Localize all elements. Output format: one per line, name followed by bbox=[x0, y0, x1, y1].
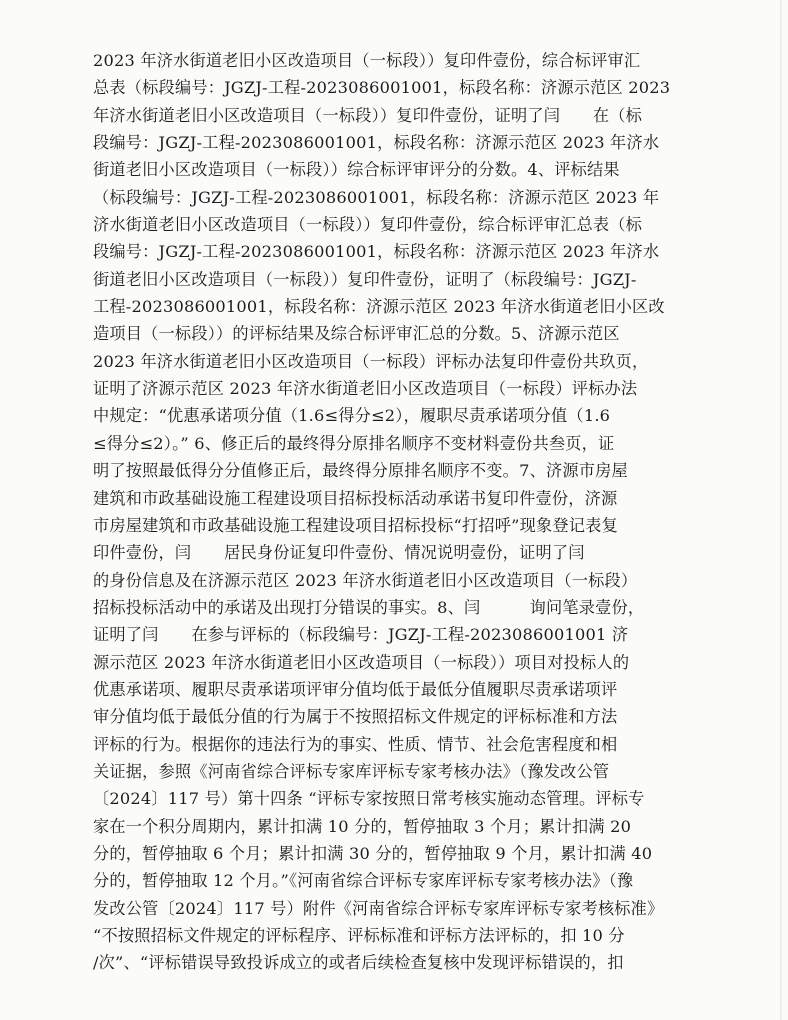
text-line: 总表（标段编号：JGZJ-工程-2023086001001，标段名称：济源示范区 2023 bbox=[93, 78, 671, 98]
text-line: 街道老旧小区改造项目（一标段））综合标评审评分的分数。4、评标结果 bbox=[93, 160, 620, 180]
text-line: 优惠承诺项、履职尽责承诺项评审分值均低于最低分值履职尽责承诺项评 bbox=[93, 679, 618, 699]
text-line: 2023 年济水街道老旧小区改造项目（一标段））复印件壹份，综合标评审汇 bbox=[93, 51, 641, 70]
text-line: 审分值均低于最低分值的行为属于不按照招标文件规定的评标标准和方法 bbox=[93, 707, 618, 727]
text-line: 市房屋建筑和市政基础设施工程建设项目招标投标“打招呼”现象登记表复 bbox=[93, 515, 618, 535]
text-line: 2023 年济水街道老旧小区改造项目（一标段）评标办法复印件壹份共玖页， bbox=[93, 351, 649, 371]
text-line: 年济水街道老旧小区改造项目（一标段））复印件壹份，证明了闫 在（标 bbox=[93, 105, 643, 125]
text-line: 〔2024〕117 号）第十四条 “评标专家按照日常考核实施动态管理。评标专 bbox=[93, 789, 645, 809]
text-line: 的身份信息及在济源示范区 2023 年济水街道老旧小区改造项目（一标段） bbox=[93, 570, 638, 590]
text-line: 招标投标活动中的承诺及出现打分错误的事实。8、闫 询问笔录壹份， bbox=[93, 597, 645, 617]
text-line: /次”、“评标错误导致投诉成立的或者后续检查复核中发现评标错误的，扣 bbox=[93, 953, 624, 973]
text-line: 段编号：JGZJ-工程-2023086001001，标段名称：济源示范区 2023 年济水 bbox=[93, 242, 660, 262]
text-line: 段编号：JGZJ-工程-2023086001001，标段名称：济源示范区 2023 年济水 bbox=[93, 133, 660, 153]
text-line: 评标的行为。根据你的违法行为的事实、性质、情节、社会危害程度和相 bbox=[93, 734, 618, 754]
scan-edge bbox=[780, 0, 782, 1020]
text-line: 证明了济源示范区 2023 年济水街道老旧小区改造项目（一标段）评标办法 bbox=[93, 379, 638, 399]
text-line: 家在一个积分周期内，累计扣满 10 分的，暂停抽取 3 个月；累计扣满 20 bbox=[93, 816, 632, 836]
text-line: 济水街道老旧小区改造项目（一标段））复印件壹份，综合标评审汇总表（标 bbox=[93, 215, 643, 235]
text-line: 建筑和市政基础设施工程建设项目招标投标活动承诺书复印件壹份，济源 bbox=[93, 488, 618, 508]
text-line: 工程-2023086001001，标段名称：济源示范区 2023 年济水街道老旧小区改 bbox=[93, 297, 665, 317]
text-line: 印件壹份，闫 居民身份证复印件壹份、情况说明壹份，证明了闫 bbox=[93, 543, 585, 563]
text-line: 明了按照最低得分分值修正后，最终得分原排名顺序不变。7、济源市房屋 bbox=[93, 461, 628, 481]
document-body bbox=[93, 47, 699, 977]
text-line: 造项目（一标段））的评标结果及综合标评审汇总的分数。5、济源示范区 bbox=[93, 324, 620, 344]
text-line: ≤得分≤2）。” 6、修正后的最终得分原排名顺序不变材料壹份共叁页，证 bbox=[93, 433, 615, 453]
text-line: 街道老旧小区改造项目（一标段））复印件壹份，证明了（标段编号：JGZJ- bbox=[93, 269, 637, 289]
text-line: 证明了闫 在参与评标的（标段编号：JGZJ-工程-2023086001001 济 bbox=[93, 625, 629, 645]
text-line: “不按照招标文件规定的评标程序、评标标准和评标方法评标的，扣 10 分 bbox=[93, 926, 625, 945]
text-line: 关证据，参照《河南省综合评标专家库评标专家考核办法》（豫发改公管 bbox=[93, 761, 610, 781]
text-line: 中规定：“优惠承诺项分值（1.6≤得分≤2），履职尽责承诺项分值（1.6 bbox=[93, 406, 611, 426]
text-line: 源示范区 2023 年济水街道老旧小区改造项目（一标段））项目对投标人的 bbox=[93, 652, 630, 672]
text-line: 分的，暂停抽取 6 个月；累计扣满 30 分的，暂停抽取 9 个月，累计扣满 40 bbox=[93, 843, 653, 863]
text-line: 发改公管〔2024〕117 号）附件《河南省综合评标专家库评标专家考核标准》 bbox=[93, 898, 664, 918]
text-line: 分的，暂停抽取 12 个月。”《河南省综合评标专家库评标专家考核办法》（豫 bbox=[93, 871, 634, 891]
text-line: （标段编号：JGZJ-工程-2023086001001，标段名称：济源示范区 2023 年 bbox=[93, 187, 660, 207]
